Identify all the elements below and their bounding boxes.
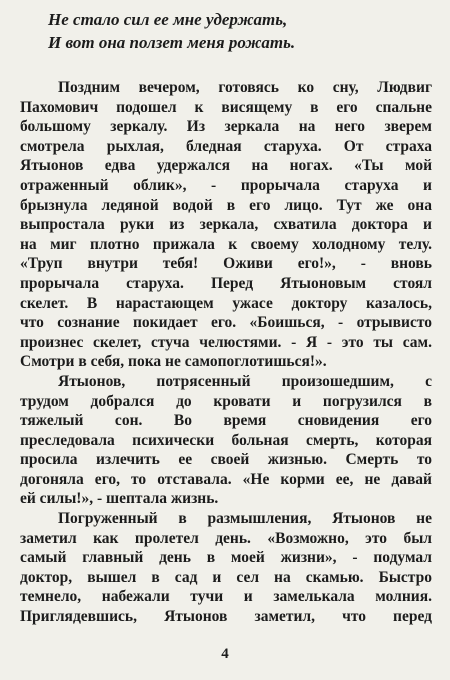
text-line: большому зеркалу. Из зеркала на него зверем (20, 118, 432, 136)
epigraph (48, 8, 428, 54)
text-line: «Труп внутри тебя! Оживи его!», - вновь (20, 255, 432, 273)
text-line: доктор, вышел в сад и сел на скамью. Быстро (20, 568, 432, 586)
text-line: что сознание покидает его. «Боишься, - отрывисто (20, 314, 432, 332)
text-line: догоняла его, то отставала. «Не корми ее, не давай (20, 470, 432, 488)
text-line: брызнула ледяной водой в его лицо. Тут же она (20, 196, 432, 214)
text-line: Пахомович подошел к висящему в его спальне (20, 98, 432, 116)
text-line: Погруженный в размышления, Ятыонов не (58, 510, 432, 528)
text-line: трудом добрался до кровати и погрузился в (20, 392, 432, 410)
text-line: произнес скелет, стуча челюстями. - Я - это ты сам. (20, 333, 432, 351)
text-line: Ятыонов едва удержался на ногах. «Ты мой (20, 157, 432, 175)
text-line: просила излечить ее своей жизнью. Смерть то (20, 451, 432, 469)
text-line: смотрела рыхлая, бледная старуха. От страха (20, 137, 432, 155)
text-line: Ятыонов, потрясенный произошедшим, с (58, 372, 432, 390)
text-line: Смотри в себя, пока не самопоглотишься!». (20, 353, 327, 371)
text-line: скелет. В нарастающем ужасе доктору казалось, (20, 294, 432, 312)
text-line: Поздним вечером, готовясь ко сну, Людвиг (58, 79, 432, 96)
text-line: прорычала старуха. Перед Ятыоновым стоял (20, 274, 432, 292)
body-text (20, 78, 432, 627)
text-line: самый главный день в моей жизни», - подумал (20, 549, 432, 567)
text-line: на миг плотно прижала к своему холодному телу. (20, 235, 432, 253)
text-line: преследовала психически больная смерть, которая (20, 431, 432, 449)
epigraph-line: Не стало сил ее мне удержать, (48, 10, 288, 29)
epigraph-line: И вот она ползет меня рожать. (48, 33, 296, 52)
text-line: ей силы!», - шептала жизнь. (20, 490, 219, 508)
text-line: заметил как пролетел день. «Возможно, это был (20, 529, 432, 547)
text-line: выпростала руки из зеркала, схватила доктора и (20, 216, 432, 234)
page-number: 4 (221, 646, 229, 662)
text-line: Приглядевшись, Ятыонов заметил, что перед (20, 608, 432, 626)
text-line: отраженный облик», - прорычала старуха и (20, 176, 432, 194)
text-line: темнело, набежали тучи и замелькала молния. (20, 588, 432, 606)
text-line: тяжелый сон. Во время сновидения его (20, 412, 432, 430)
